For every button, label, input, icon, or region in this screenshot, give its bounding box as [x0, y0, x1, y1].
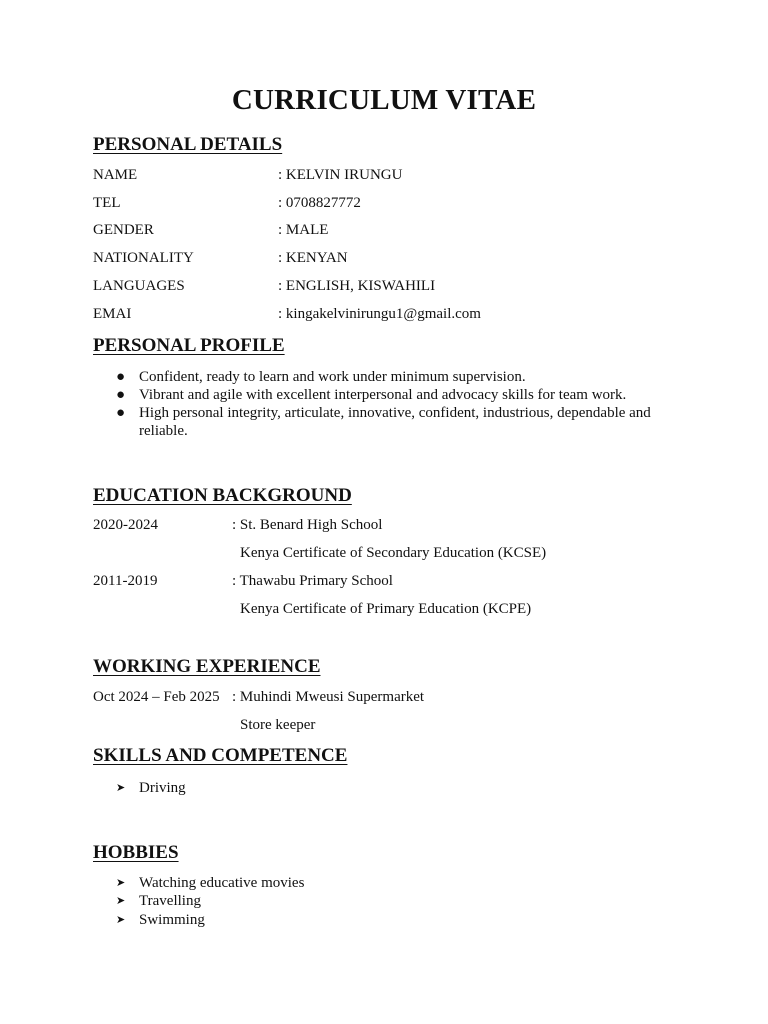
hobby-item-text: Travelling	[139, 893, 201, 909]
detail-label: LANGUAGES	[93, 278, 185, 294]
detail-label: NAME	[93, 167, 138, 183]
education-qualification: Kenya Certificate of Primary Education (KCPE)	[240, 601, 532, 617]
experience-role: Store keeper	[240, 717, 316, 733]
arrowhead-bullet-icon: ➤	[116, 913, 126, 926]
arrowhead-bullet-icon: ➤	[116, 876, 126, 889]
detail-value: : KELVIN IRUNGU	[278, 167, 403, 183]
personal-profile-heading: PERSONAL PROFILE	[93, 335, 285, 356]
hobby-item-text: Watching educative movies	[139, 875, 305, 891]
document-title: CURRICULUM VITAE	[231, 84, 537, 116]
profile-item-text: Vibrant and agile with excellent interpersonal and advocacy skills for team work.	[139, 387, 627, 403]
education-school: : St. Benard High School	[232, 517, 383, 533]
arrowhead-bullet-icon: ➤	[116, 894, 126, 907]
profile-list-item	[116, 368, 676, 386]
education-qualification: Kenya Certificate of Secondary Education (KCSE)	[240, 545, 547, 561]
skill-item-text: Driving	[139, 780, 186, 796]
detail-value: : KENYAN	[278, 250, 348, 266]
detail-label: EMAI	[93, 306, 132, 322]
skill-list-item	[116, 779, 676, 797]
detail-value: : ENGLISH, KISWAHILI	[278, 278, 436, 294]
hobby-list-item	[116, 874, 676, 892]
hobby-list-item	[116, 911, 676, 929]
experience-employer: : Muhindi Mweusi Supermarket	[232, 689, 425, 705]
hobby-list-item	[116, 892, 676, 910]
education-heading: EDUCATION BACKGROUND	[93, 485, 352, 506]
experience-period: Oct 2024 – Feb 2025	[93, 689, 220, 705]
experience-heading: WORKING EXPERIENCE	[93, 656, 321, 677]
detail-label: GENDER	[93, 222, 154, 238]
bullet-icon: ●	[116, 369, 126, 385]
skills-heading: SKILLS AND COMPETENCE	[93, 745, 348, 766]
bullet-icon: ●	[116, 405, 126, 421]
personal-details-heading: PERSONAL DETAILS	[93, 134, 283, 155]
hobby-item-text: Swimming	[139, 912, 205, 928]
profile-list-item	[116, 386, 676, 404]
detail-label: NATIONALITY	[93, 250, 194, 266]
profile-list-item	[116, 404, 676, 440]
profile-item-text: Confident, ready to learn and work under minimum supervision.	[139, 369, 526, 385]
detail-label: TEL	[93, 195, 121, 211]
education-period: 2020-2024	[93, 517, 158, 533]
detail-value: : MALE	[278, 222, 329, 238]
hobbies-heading: HOBBIES	[93, 842, 179, 863]
education-period: 2011-2019	[93, 573, 158, 589]
detail-value: : kingakelvinirungu1@gmail.com	[278, 306, 481, 322]
profile-item-text: High personal integrity, articulate, innovative, confident, industrious, dependable and reliable.	[139, 405, 651, 439]
arrowhead-bullet-icon: ➤	[116, 781, 126, 794]
detail-value: : 0708827772	[278, 195, 361, 211]
bullet-icon: ●	[116, 387, 126, 403]
education-school: : Thawabu Primary School	[232, 573, 393, 589]
